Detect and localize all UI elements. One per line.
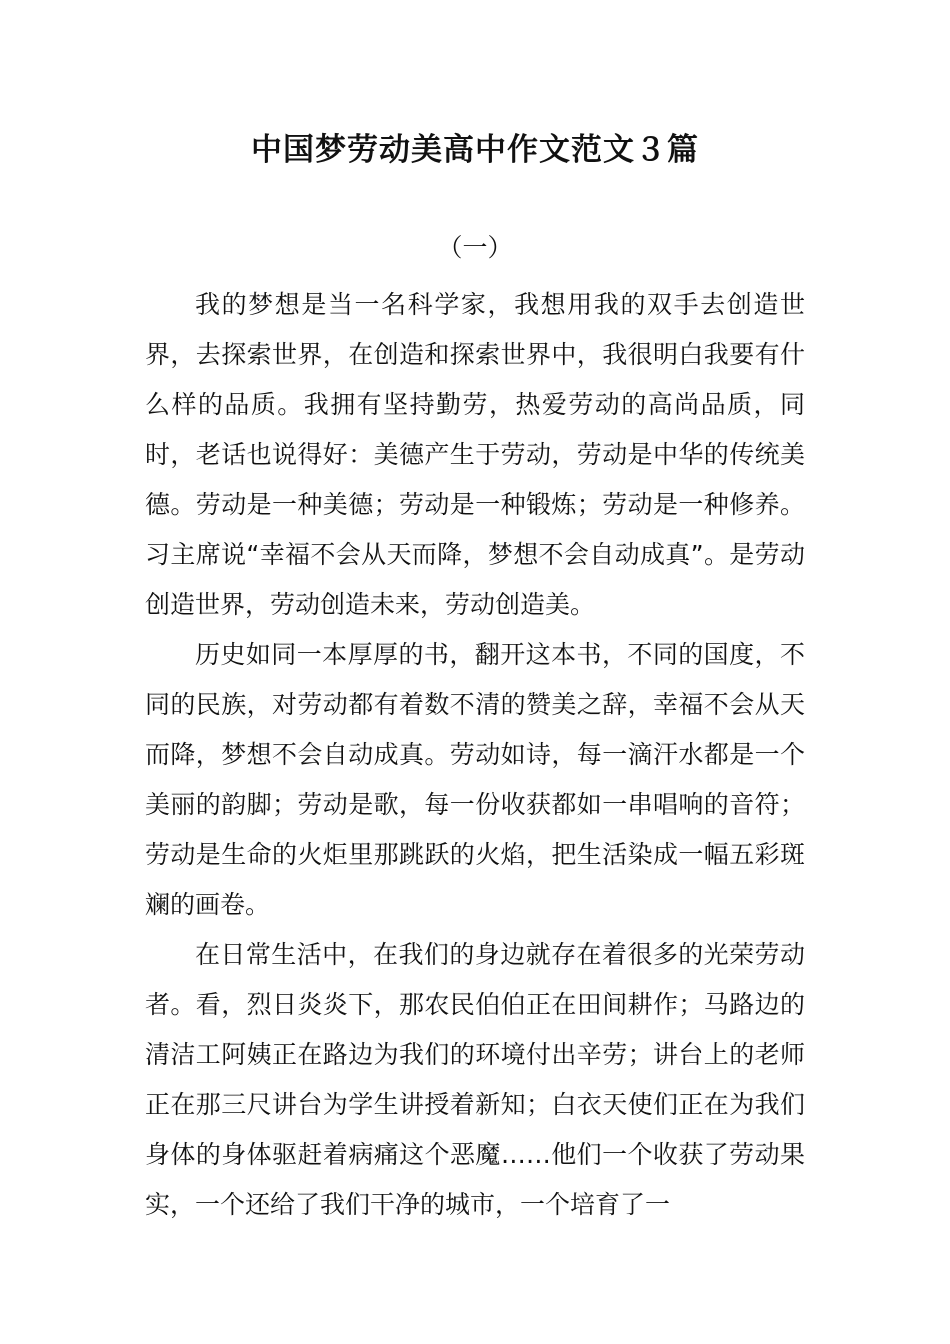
document-title: 中国梦劳动美高中作文范文３篇 [251, 132, 699, 168]
paragraph: 我的梦想是当一名科学家，我想用我的双手去创造世界，去探索世界，在创造和探索世界中，我很明白我要有什么样的品质。我拥有坚持勤劳，热爱劳动的高尚品质，同时，老话也说得好：美德产生于劳动，劳动是中华的传统美德。劳动是一种美德；劳动是一种锻炼；劳动是一种修养。习主席说“幸福不会从天而降，梦想不会自动成真”。是劳动创造世界，劳动创造未来，劳动创造美。 [145, 290, 805, 619]
paragraph: 在日常生活中，在我们的身边就存在着很多的光荣劳动者。看，烈日炎炎下，那农民伯伯正在田间耕作；马路边的清洁工阿姨正在路边为我们的环境付出辛劳；讲台上的老师正在那三尺讲台为学生讲授着新知；白衣天使们正在为我们身体的身体驱赶着病痛这个恶魔……他们一个收获了劳动果实，一个还给了我们干净的城市，一个培育了一 [145, 940, 805, 1219]
document-body [145, 280, 805, 1230]
section-heading: （一） [437, 233, 513, 262]
paragraph: 历史如同一本厚厚的书，翻开这本书，不同的国度，不同的民族，对劳动都有着数不清的赞美之辞，幸福不会从天而降，梦想不会自动成真。劳动如诗，每一滴汗水都是一个美丽的韵脚；劳动是歌，每一份收获都如一串唱响的音符；劳动是生命的火炬里那跳跃的火焰，把生活染成一幅五彩斑斓的画卷。 [145, 640, 805, 919]
